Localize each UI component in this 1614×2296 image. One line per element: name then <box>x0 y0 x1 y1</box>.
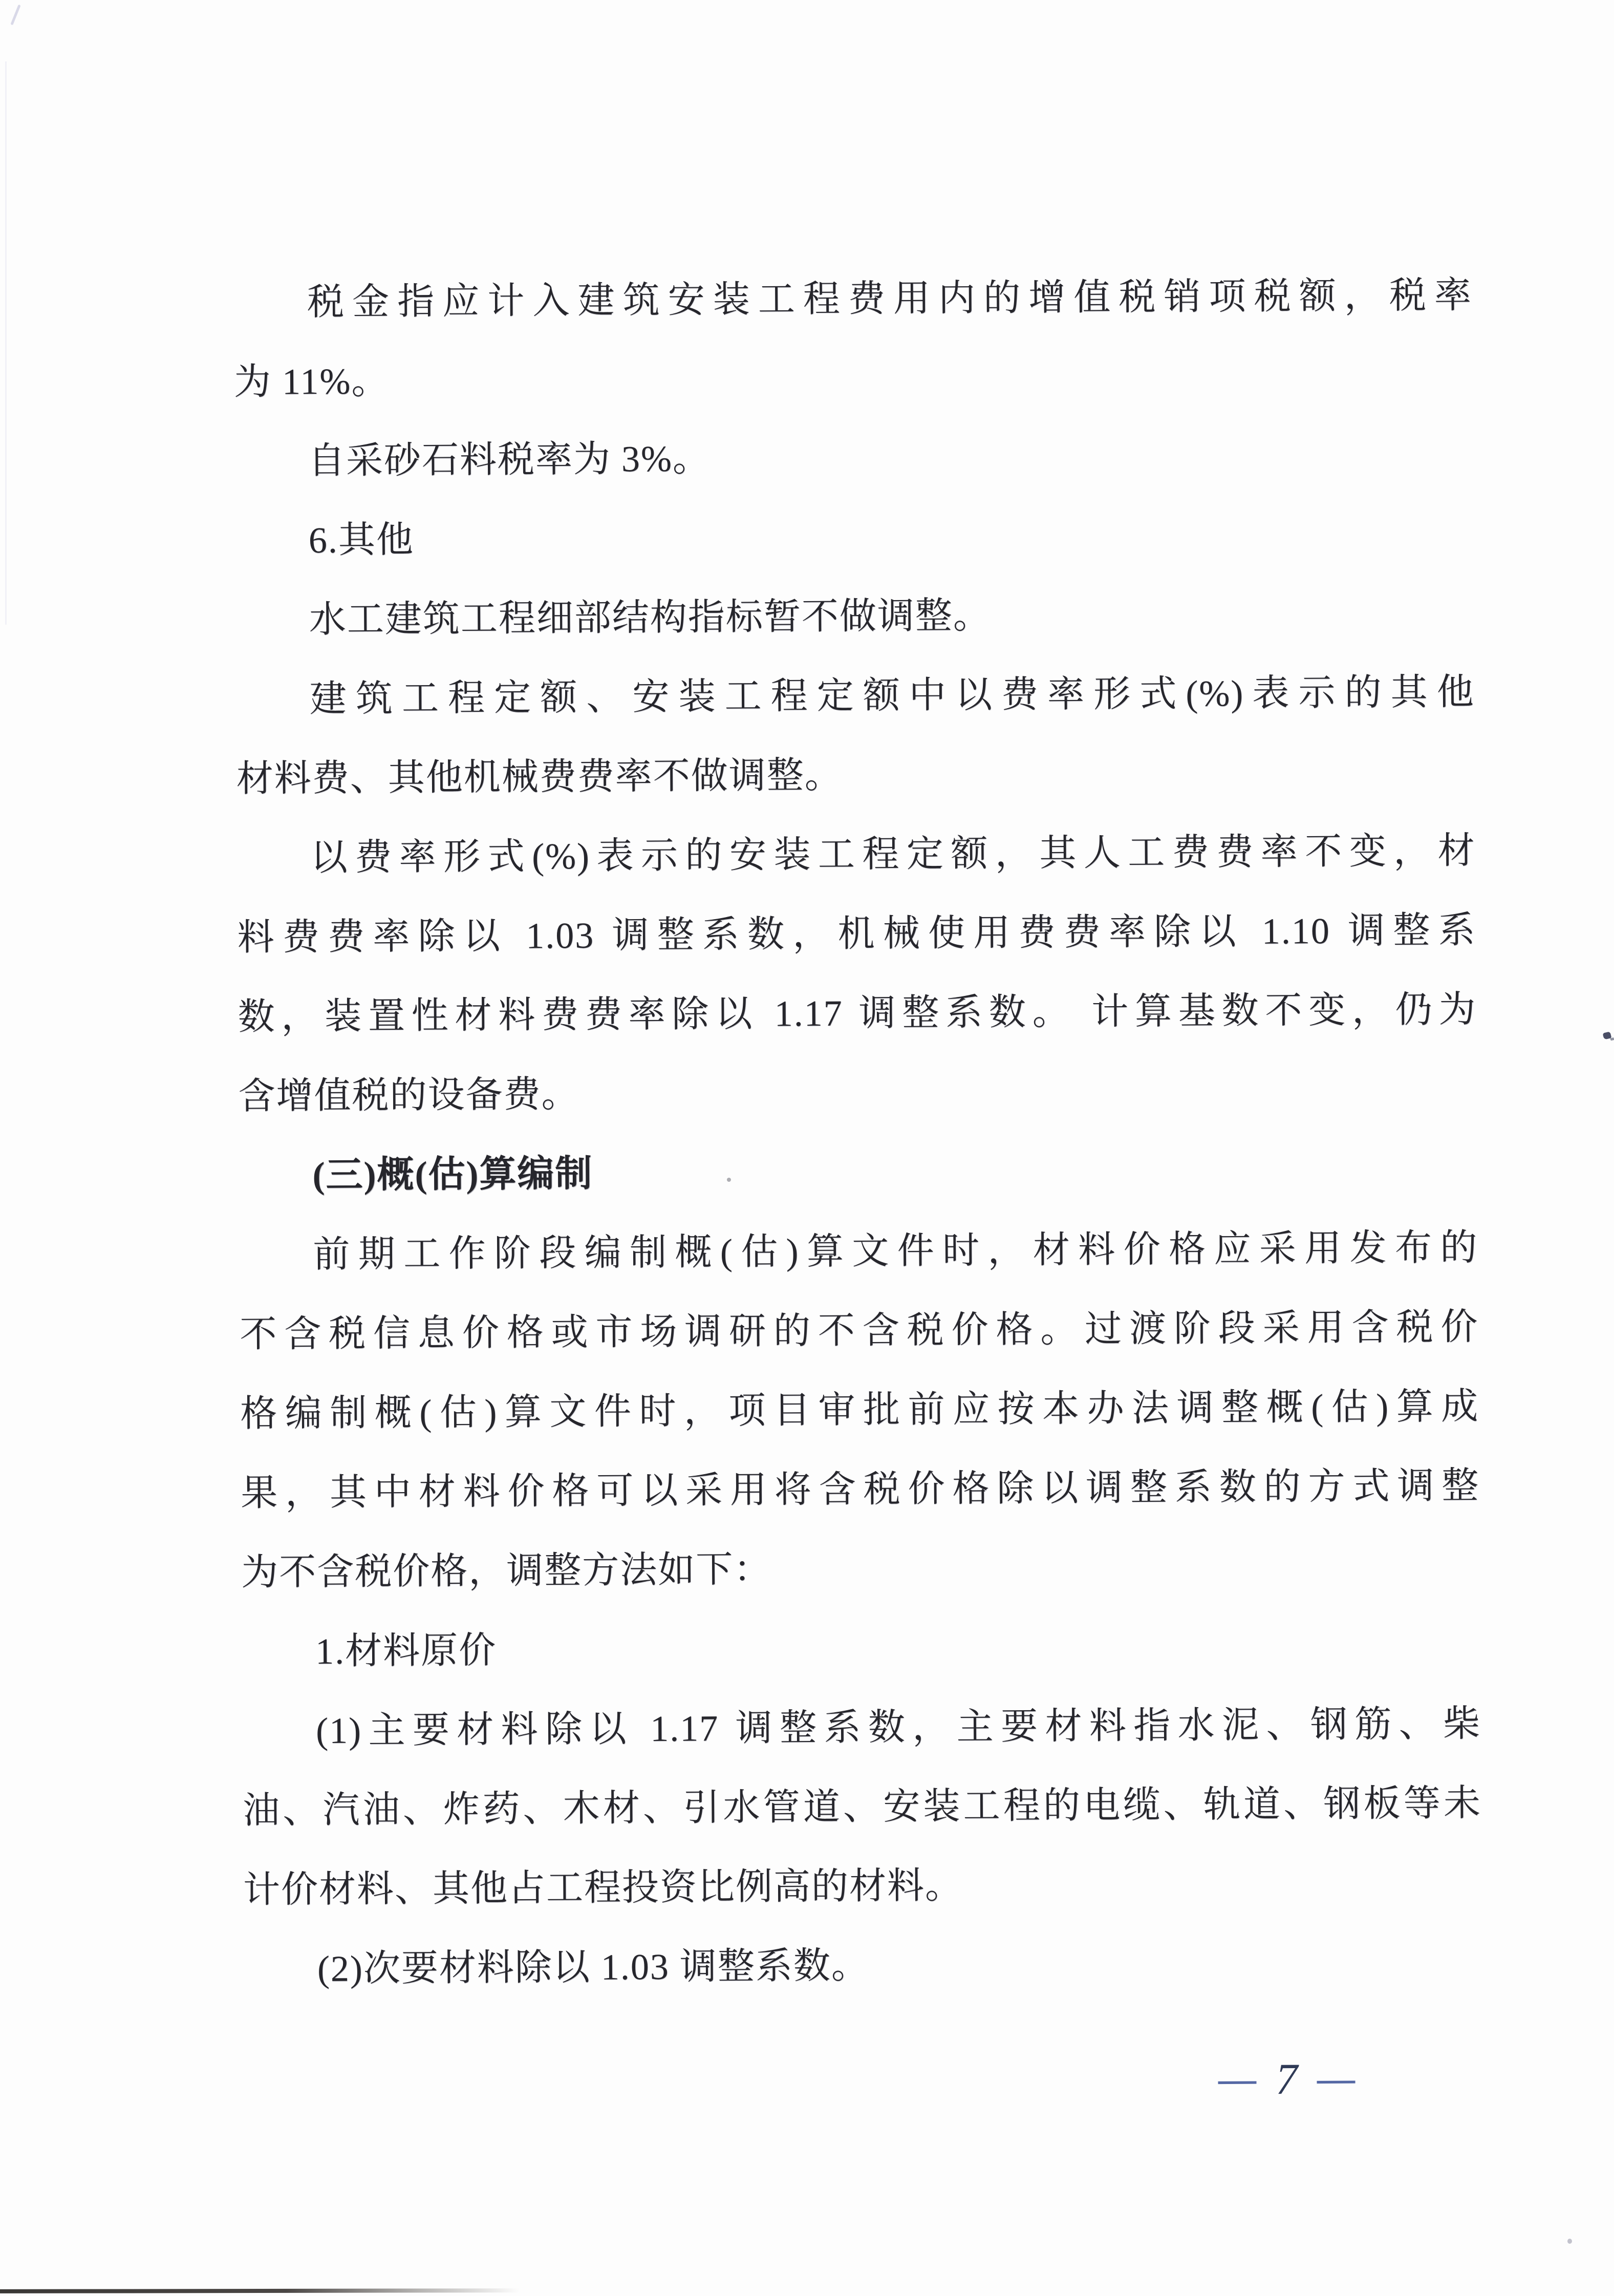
text-line: 以费率形式(%)表示的安装工程定额，其人工费费率不变，材 <box>310 830 1476 879</box>
text-line: 1.材料原价 <box>315 1629 497 1672</box>
text-line: 前期工作阶段编制概(估)算文件时，材料价格应采用发布的 <box>313 1227 1478 1275</box>
text-line: 含增值税的设备费。 <box>238 1073 579 1117</box>
dust-speck <box>1567 2239 1572 2244</box>
text-line: 建筑工程定额、安装工程定额中以费率形式(%)表示的其他 <box>309 671 1475 720</box>
text-line: (1)主要材料除以 1.17 调整系数，主要材料指水泥、钢筋、柴 <box>315 1703 1481 1752</box>
page-number-dash-left: — <box>1218 2057 1257 2100</box>
text-line: 计价材料、其他占工程投资比例高的材料。 <box>243 1865 963 1910</box>
page-number-dash-right: — <box>1317 2057 1355 2100</box>
text-line: 油、汽油、炸药、木材、引水管道、安装工程的电缆、轨道、钢板等未 <box>242 1782 1482 1831</box>
text-line: 数，装置性材料费费率除以 1.17 调整系数。 计算基数不变，仍为 <box>238 989 1477 1038</box>
text-line: 6.其他 <box>308 519 415 561</box>
section-heading: (三)概(估)算编制 <box>312 1153 593 1196</box>
text-line: 税金指应计入建筑安装工程费用内的增值税销项税额，税率 <box>307 274 1473 323</box>
page-number-value: 7 <box>1275 2054 1298 2104</box>
text-line: 水工建筑工程细部结构指标暂不做调整。 <box>309 595 992 641</box>
page-number <box>1218 2050 1355 2107</box>
text-line: (2)次要材料除以 1.03 调整系数。 <box>317 1945 870 1990</box>
scan-edge-artifact <box>5 61 7 625</box>
text-line: 果，其中材料价格可以采用将含税价格除以调整系数的方式调整 <box>241 1465 1480 1514</box>
text-line: 不含税信息价格或市场调研的不含税价格。过渡阶段采用含税价 <box>240 1306 1479 1355</box>
ink-dot <box>727 1178 731 1182</box>
text-line: 格编制概(估)算文件时，项目审批前应按本办法调整概(估)算成 <box>240 1386 1479 1434</box>
text-line: 为 11%。 <box>233 360 390 403</box>
text-line: 为不含税价格，调整方法如下： <box>241 1548 772 1593</box>
scan-bottom-edge-artifact <box>0 2288 520 2293</box>
document-text <box>233 256 1483 2009</box>
text-line: 料费费率除以 1.03 调整系数，机械使用费费率除以 1.10 调整系 <box>237 909 1476 959</box>
scan-corner-artifact <box>10 5 20 26</box>
ink-speck <box>1603 1031 1612 1039</box>
text-line: 自采砂石料税率为 3%。 <box>308 438 711 482</box>
text-line: 材料费、其他机械费费率不做调整。 <box>236 754 843 800</box>
